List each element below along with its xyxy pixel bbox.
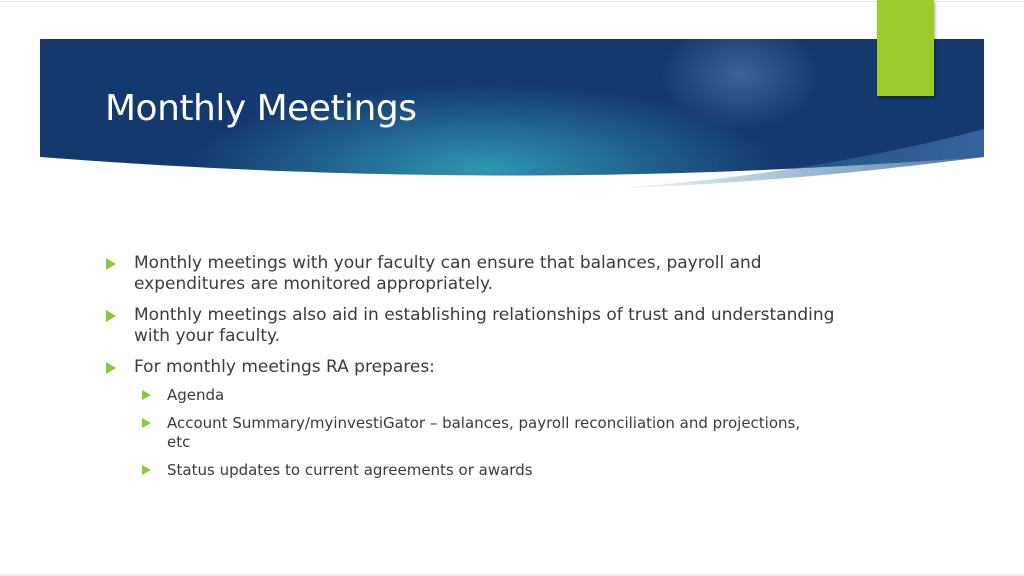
list-item (106, 305, 866, 347)
sub-bullet-text: Status updates to current agreements or awards (167, 461, 533, 479)
slide-title: Monthly Meetings (105, 88, 417, 129)
triangle-bullet-icon (142, 418, 151, 428)
triangle-bullet-icon (106, 362, 116, 374)
sub-list-item (106, 461, 866, 480)
sub-list-item (106, 386, 866, 405)
bullet-text: Monthly meetings with your faculty can ensure that balances, payroll and expenditures are monitored appropriately. (134, 253, 762, 294)
list-item (106, 357, 866, 378)
triangle-bullet-icon (106, 310, 116, 322)
list-item (106, 253, 866, 295)
triangle-bullet-icon (142, 390, 151, 400)
bullet-list (106, 253, 866, 489)
triangle-bullet-icon (142, 465, 151, 475)
top-divider (0, 1, 1024, 2)
sub-list-item (106, 414, 866, 452)
sub-bullet-text: Account Summary/myinvestiGator – balances, payroll reconciliation and projections, etc (167, 414, 801, 451)
triangle-bullet-icon (106, 258, 116, 270)
sub-bullet-text: Agenda (167, 386, 225, 404)
bullet-text: Monthly meetings also aid in establishing relationships of trust and understanding with your faculty. (134, 305, 835, 346)
accent-tab (877, 0, 934, 96)
bullet-text: For monthly meetings RA prepares: (134, 357, 435, 377)
